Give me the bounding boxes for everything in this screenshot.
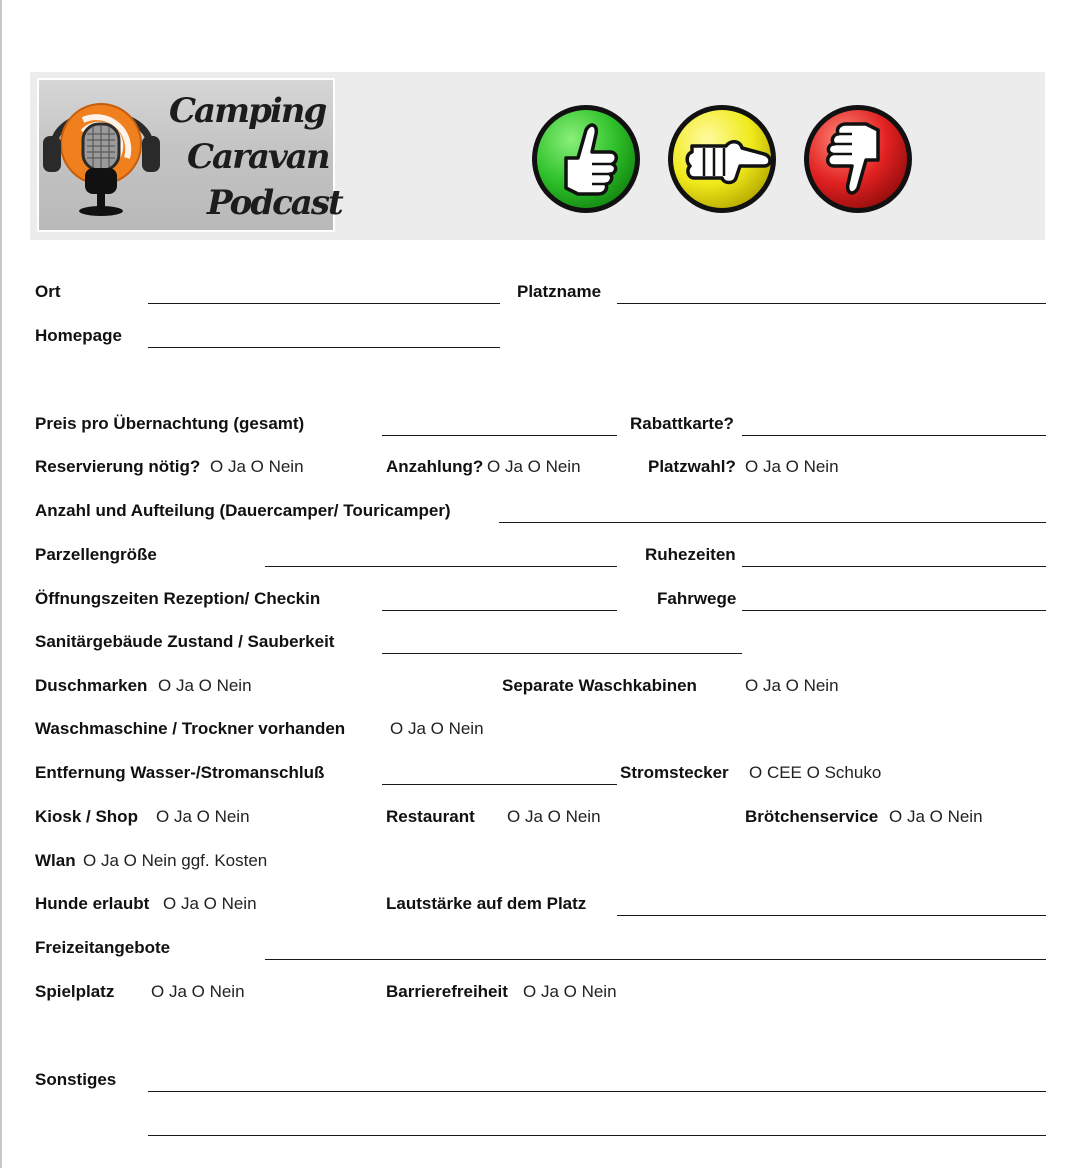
homepage-label: Homepage — [35, 326, 122, 345]
spielplatz-options[interactable]: O Ja O Nein — [151, 982, 245, 1001]
barriere-options[interactable]: O Ja O Nein — [523, 982, 617, 1001]
row-sonstiges — [0, 1060, 1080, 1100]
sonstiges-field-2[interactable] — [148, 1135, 1046, 1136]
broetchen-label: Brötchenservice — [745, 807, 879, 826]
row-anzahl — [0, 491, 1080, 531]
sonstiges-field-1[interactable] — [148, 1091, 1046, 1092]
stromstecker-options[interactable]: O CEE O Schuko — [749, 763, 882, 782]
barriere-label: Barrierefreiheit — [386, 982, 508, 1001]
row-hunde — [0, 884, 1080, 924]
lautstaerke-field[interactable] — [617, 915, 1046, 916]
header-banner — [30, 72, 1045, 240]
wlan-label: Wlan — [35, 851, 76, 870]
logo-wordmark — [167, 90, 342, 230]
waschmaschine-label: Waschmaschine / Trockner vorhanden — [35, 719, 346, 738]
rabattkarte-label: Rabattkarte? — [630, 414, 734, 433]
freizeit-label: Freizeitangebote — [35, 938, 171, 957]
thumbs-up-icon — [532, 105, 640, 213]
thumbs-down-icon — [804, 105, 912, 213]
thumbs-sideways-icon — [668, 105, 776, 213]
sanitaer-label: Sanitärgebäude Zustand / Sauberkeit — [35, 632, 335, 651]
anzahl-label: Anzahl und Aufteilung (Dauercamper/ Touricamper) — [35, 501, 451, 520]
row-duschmarken — [0, 666, 1080, 706]
platzname-field[interactable] — [617, 303, 1046, 304]
sanitaer-field[interactable] — [382, 653, 742, 654]
rabattkarte-field[interactable] — [742, 435, 1046, 436]
row-sonstiges-2 — [0, 1104, 1080, 1144]
waschmaschine-options[interactable]: O Ja O Nein — [390, 719, 484, 738]
platzwahl-label: Platzwahl? — [648, 457, 736, 476]
oeffnungszeiten-label: Öffnungszeiten Rezeption/ Checkin — [35, 589, 321, 608]
camping-caravan-podcast-logo — [37, 78, 342, 232]
fahrwege-label: Fahrwege — [657, 589, 737, 608]
hunde-label: Hunde erlaubt — [35, 894, 150, 913]
row-kiosk — [0, 797, 1080, 837]
preis-label: Preis pro Übernachtung (gesamt) — [35, 414, 305, 433]
oeffnungszeiten-field[interactable] — [382, 610, 617, 611]
spielplatz-label: Spielplatz — [35, 982, 115, 1001]
homepage-field[interactable] — [148, 347, 500, 348]
reservierung-options[interactable]: O Ja O Nein — [210, 457, 304, 476]
entfernung-field[interactable] — [382, 784, 617, 785]
waschkabinen-options[interactable]: O Ja O Nein — [745, 676, 839, 695]
row-preis — [0, 404, 1080, 444]
fahrwege-field[interactable] — [742, 610, 1046, 611]
anzahlung-label: Anzahlung? — [386, 457, 484, 476]
ruhezeiten-field[interactable] — [742, 566, 1046, 567]
row-wlan — [0, 841, 1080, 881]
ruhezeiten-label: Ruhezeiten — [645, 545, 736, 564]
anzahlung-options[interactable]: O Ja O Nein — [487, 457, 581, 476]
duschmarken-options[interactable]: O Ja O Nein — [158, 676, 252, 695]
ort-label: Ort — [35, 282, 61, 301]
sonstiges-label: Sonstiges — [35, 1070, 117, 1089]
parzelle-label: Parzellengröße — [35, 545, 157, 564]
logo-line-caravan: Caravan — [187, 137, 329, 177]
row-reservierung — [0, 447, 1080, 487]
row-oeffnungszeiten — [0, 579, 1080, 619]
platzname-label: Platzname — [517, 282, 602, 301]
parzelle-field[interactable] — [265, 566, 617, 567]
logo-line-podcast: Podcast — [207, 183, 342, 223]
row-ort — [0, 272, 1080, 312]
kiosk-options[interactable]: O Ja O Nein — [156, 807, 250, 826]
reservierung-label: Reservierung nötig? — [35, 457, 201, 476]
row-sanitaer — [0, 622, 1080, 662]
duschmarken-label: Duschmarken — [35, 676, 148, 695]
platzwahl-options[interactable]: O Ja O Nein — [745, 457, 839, 476]
wlan-options[interactable]: O Ja O Nein ggf. Kosten — [83, 851, 268, 870]
preis-field[interactable] — [382, 435, 617, 436]
rating-icons — [526, 104, 926, 214]
logo-line-camping: Camping — [169, 91, 326, 131]
waschkabinen-label: Separate Waschkabinen — [502, 676, 697, 695]
stromstecker-label: Stromstecker — [620, 763, 729, 782]
freizeit-field[interactable] — [265, 959, 1046, 960]
row-freizeit — [0, 928, 1080, 968]
row-parzelle — [0, 535, 1080, 575]
restaurant-label: Restaurant — [386, 807, 475, 826]
ort-field[interactable] — [148, 303, 500, 304]
anzahl-field[interactable] — [499, 522, 1046, 523]
restaurant-options[interactable]: O Ja O Nein — [507, 807, 601, 826]
row-entfernung — [0, 753, 1080, 793]
broetchen-options[interactable]: O Ja O Nein — [889, 807, 983, 826]
hunde-options[interactable]: O Ja O Nein — [163, 894, 257, 913]
row-spielplatz — [0, 972, 1080, 1012]
lautstaerke-label: Lautstärke auf dem Platz — [386, 894, 587, 913]
row-waschmaschine — [0, 709, 1080, 749]
kiosk-label: Kiosk / Shop — [35, 807, 138, 826]
entfernung-label: Entfernung Wasser-/Stromanschluß — [35, 763, 325, 782]
row-homepage — [0, 316, 1080, 356]
